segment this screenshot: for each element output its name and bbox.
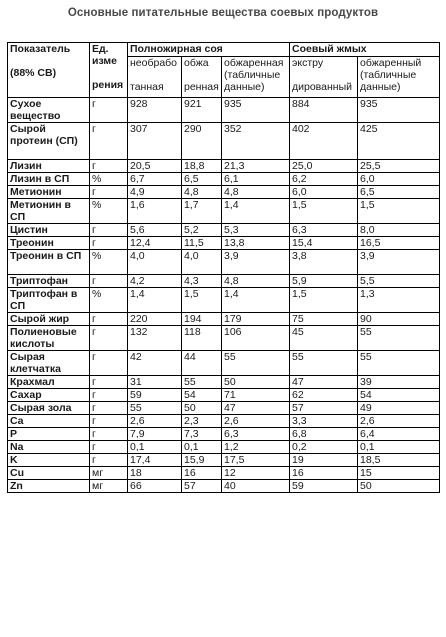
row-value: 194 — [182, 313, 222, 326]
row-value: 4,8 — [182, 186, 222, 199]
row-value: 71 — [222, 389, 290, 402]
row-value: 1,3 — [358, 288, 440, 313]
row-value: 21,3 — [222, 160, 290, 173]
row-value: 57 — [290, 402, 358, 415]
row-value: 47 — [290, 376, 358, 389]
row-indicator: Сухое вещество — [8, 98, 90, 123]
table-row — [8, 224, 440, 237]
row-indicator: Cu — [8, 467, 90, 480]
row-value: 57 — [182, 480, 222, 493]
row-value: 2,3 — [182, 415, 222, 428]
row-value: 290 — [182, 123, 222, 160]
table-row — [8, 467, 440, 480]
row-value: 45 — [290, 326, 358, 351]
row-value: 90 — [358, 313, 440, 326]
table-row — [8, 275, 440, 288]
row-unit: г — [90, 313, 128, 326]
row-indicator: Zn — [8, 480, 90, 493]
row-value: 15 — [358, 467, 440, 480]
header-col-raw: необрабо танная — [128, 57, 182, 98]
row-value: 106 — [222, 326, 290, 351]
row-indicator: Полиеновые кислоты — [8, 326, 90, 351]
row-value: 1,5 — [290, 199, 358, 224]
row-value: 0,1 — [128, 441, 182, 454]
row-value: 4,8 — [222, 275, 290, 288]
row-value: 4,3 — [182, 275, 222, 288]
row-value: 50 — [358, 480, 440, 493]
row-unit: г — [90, 389, 128, 402]
row-indicator: Лизин — [8, 160, 90, 173]
table-row — [8, 98, 440, 123]
row-value: 40 — [222, 480, 290, 493]
row-value: 0,1 — [358, 441, 440, 454]
row-value: 18,5 — [358, 454, 440, 467]
row-indicator: Крахмал — [8, 376, 90, 389]
row-value: 4,0 — [182, 250, 222, 275]
row-unit: % — [90, 250, 128, 275]
row-unit: мг — [90, 480, 128, 493]
table-row — [8, 351, 440, 376]
row-value: 0,2 — [290, 441, 358, 454]
row-value: 4,8 — [222, 186, 290, 199]
table-row — [8, 237, 440, 250]
row-value: 50 — [182, 402, 222, 415]
row-indicator: P — [8, 428, 90, 441]
table-row — [8, 250, 440, 275]
row-unit: г — [90, 415, 128, 428]
row-value: 44 — [182, 351, 222, 376]
row-indicator: Лизин в СП — [8, 173, 90, 186]
row-value: 16 — [290, 467, 358, 480]
header-group-soy-meal: Соевый жмых — [290, 43, 440, 57]
row-value: 2,6 — [222, 415, 290, 428]
row-value: 928 — [128, 98, 182, 123]
row-indicator: Сырая зола — [8, 402, 90, 415]
row-value: 6,8 — [290, 428, 358, 441]
row-value: 179 — [222, 313, 290, 326]
row-value: 47 — [222, 402, 290, 415]
table-row — [8, 326, 440, 351]
row-value: 16 — [182, 467, 222, 480]
row-value: 55 — [182, 376, 222, 389]
row-unit: г — [90, 160, 128, 173]
table-row — [8, 415, 440, 428]
row-value: 5,2 — [182, 224, 222, 237]
row-value: 1,5 — [358, 199, 440, 224]
row-unit: % — [90, 199, 128, 224]
table-row — [8, 123, 440, 160]
header-row-groups — [8, 43, 440, 57]
row-value: 59 — [128, 389, 182, 402]
row-value: 55 — [222, 351, 290, 376]
row-value: 935 — [222, 98, 290, 123]
row-value: 220 — [128, 313, 182, 326]
row-value: 1,6 — [128, 199, 182, 224]
row-value: 5,6 — [128, 224, 182, 237]
row-value: 307 — [128, 123, 182, 160]
row-indicator: Na — [8, 441, 90, 454]
table-row — [8, 288, 440, 313]
row-value: 1,5 — [290, 288, 358, 313]
header-col-extruded: экстру дированный — [290, 57, 358, 98]
row-value: 49 — [358, 402, 440, 415]
row-indicator: Триптофан в СП — [8, 288, 90, 313]
row-value: 20,5 — [128, 160, 182, 173]
row-value: 11,5 — [182, 237, 222, 250]
row-indicator: Метионин — [8, 186, 90, 199]
row-indicator: Ca — [8, 415, 90, 428]
row-value: 54 — [182, 389, 222, 402]
row-value: 5,5 — [358, 275, 440, 288]
row-value: 1,2 — [222, 441, 290, 454]
row-value: 1,7 — [182, 199, 222, 224]
row-unit: г — [90, 224, 128, 237]
row-unit: мг — [90, 467, 128, 480]
header-group-fullfat-soy: Полножирная соя — [128, 43, 290, 57]
table-row — [8, 199, 440, 224]
header-unit: Ед. изме рения — [90, 43, 128, 98]
row-unit: г — [90, 376, 128, 389]
row-value: 884 — [290, 98, 358, 123]
row-value: 15,4 — [290, 237, 358, 250]
page-title: Основные питательные вещества соевых продуктов — [67, 7, 379, 19]
row-value: 935 — [358, 98, 440, 123]
row-value: 18,8 — [182, 160, 222, 173]
row-value: 132 — [128, 326, 182, 351]
row-value: 4,0 — [128, 250, 182, 275]
row-unit: г — [90, 454, 128, 467]
row-indicator: Треонин в СП — [8, 250, 90, 275]
header-col-steamed: обжа ренная — [182, 57, 222, 98]
table-row — [8, 402, 440, 415]
row-value: 6,5 — [182, 173, 222, 186]
table-row — [8, 454, 440, 467]
row-value: 17,5 — [222, 454, 290, 467]
row-indicator: Сахар — [8, 389, 90, 402]
row-unit: г — [90, 351, 128, 376]
row-value: 15,9 — [182, 454, 222, 467]
row-value: 42 — [128, 351, 182, 376]
row-value: 12 — [222, 467, 290, 480]
row-value: 1,5 — [182, 288, 222, 313]
row-value: 6,0 — [358, 173, 440, 186]
row-value: 7,3 — [182, 428, 222, 441]
row-value: 6,1 — [222, 173, 290, 186]
row-unit: % — [90, 288, 128, 313]
row-value: 19 — [290, 454, 358, 467]
row-value: 4,9 — [128, 186, 182, 199]
row-value: 55 — [128, 402, 182, 415]
row-value: 6,4 — [358, 428, 440, 441]
header-indicator-label: Показатель — [10, 43, 71, 55]
row-value: 55 — [290, 351, 358, 376]
row-indicator: Сырой жир — [8, 313, 90, 326]
row-value: 6,5 — [358, 186, 440, 199]
row-indicator: Цистин — [8, 224, 90, 237]
row-indicator: Триптофан — [8, 275, 90, 288]
row-indicator: Сырая клетчатка — [8, 351, 90, 376]
row-value: 118 — [182, 326, 222, 351]
table-row — [8, 376, 440, 389]
table-row — [8, 173, 440, 186]
header-indicator-basis: (88% СВ) — [10, 67, 57, 79]
row-value: 25,5 — [358, 160, 440, 173]
row-value: 1,4 — [222, 288, 290, 313]
row-value: 54 — [358, 389, 440, 402]
row-unit: г — [90, 326, 128, 351]
row-indicator: Метионин в СП — [8, 199, 90, 224]
row-value: 66 — [128, 480, 182, 493]
row-value: 7,9 — [128, 428, 182, 441]
row-value: 50 — [222, 376, 290, 389]
row-unit: г — [90, 98, 128, 123]
row-value: 6,3 — [290, 224, 358, 237]
row-value: 17,4 — [128, 454, 182, 467]
row-value: 59 — [290, 480, 358, 493]
row-unit: г — [90, 237, 128, 250]
row-value: 31 — [128, 376, 182, 389]
row-value: 62 — [290, 389, 358, 402]
row-value: 39 — [358, 376, 440, 389]
row-unit: г — [90, 441, 128, 454]
row-unit: г — [90, 275, 128, 288]
row-value: 5,9 — [290, 275, 358, 288]
row-value: 0,1 — [182, 441, 222, 454]
row-value: 4,2 — [128, 275, 182, 288]
row-unit: % — [90, 173, 128, 186]
header-indicator — [8, 43, 90, 98]
row-value: 55 — [358, 326, 440, 351]
row-value: 921 — [182, 98, 222, 123]
row-unit: г — [90, 402, 128, 415]
row-value: 6,0 — [290, 186, 358, 199]
row-value: 3,9 — [358, 250, 440, 275]
row-value: 6,2 — [290, 173, 358, 186]
row-value: 1,4 — [222, 199, 290, 224]
row-value: 16,5 — [358, 237, 440, 250]
row-value: 402 — [290, 123, 358, 160]
row-unit: г — [90, 186, 128, 199]
row-unit: г — [90, 428, 128, 441]
row-value: 3,9 — [222, 250, 290, 275]
row-value: 6,3 — [222, 428, 290, 441]
table-row — [8, 428, 440, 441]
row-indicator: Сырой протеин (СП) — [8, 123, 90, 160]
table-row — [8, 480, 440, 493]
nutrient-table — [7, 42, 440, 493]
table-row — [8, 313, 440, 326]
row-value: 6,7 — [128, 173, 182, 186]
row-value: 1,4 — [128, 288, 182, 313]
header-col-meal-roasted: обжаренный (табличные данные) — [358, 57, 440, 98]
table-row — [8, 160, 440, 173]
row-value: 13,8 — [222, 237, 290, 250]
row-value: 25,0 — [290, 160, 358, 173]
row-value: 5,3 — [222, 224, 290, 237]
row-indicator: K — [8, 454, 90, 467]
row-value: 425 — [358, 123, 440, 160]
row-value: 55 — [358, 351, 440, 376]
row-value: 2,6 — [358, 415, 440, 428]
row-value: 3,3 — [290, 415, 358, 428]
header-col-roasted: обжаренная (табличные данные) — [222, 57, 290, 98]
table-row — [8, 389, 440, 402]
row-value: 8,0 — [358, 224, 440, 237]
row-value: 75 — [290, 313, 358, 326]
row-value: 18 — [128, 467, 182, 480]
table-row — [8, 441, 440, 454]
row-value: 12,4 — [128, 237, 182, 250]
row-unit: г — [90, 123, 128, 160]
row-indicator: Треонин — [8, 237, 90, 250]
row-value: 352 — [222, 123, 290, 160]
row-value: 3,8 — [290, 250, 358, 275]
row-value: 2,6 — [128, 415, 182, 428]
table-row — [8, 186, 440, 199]
